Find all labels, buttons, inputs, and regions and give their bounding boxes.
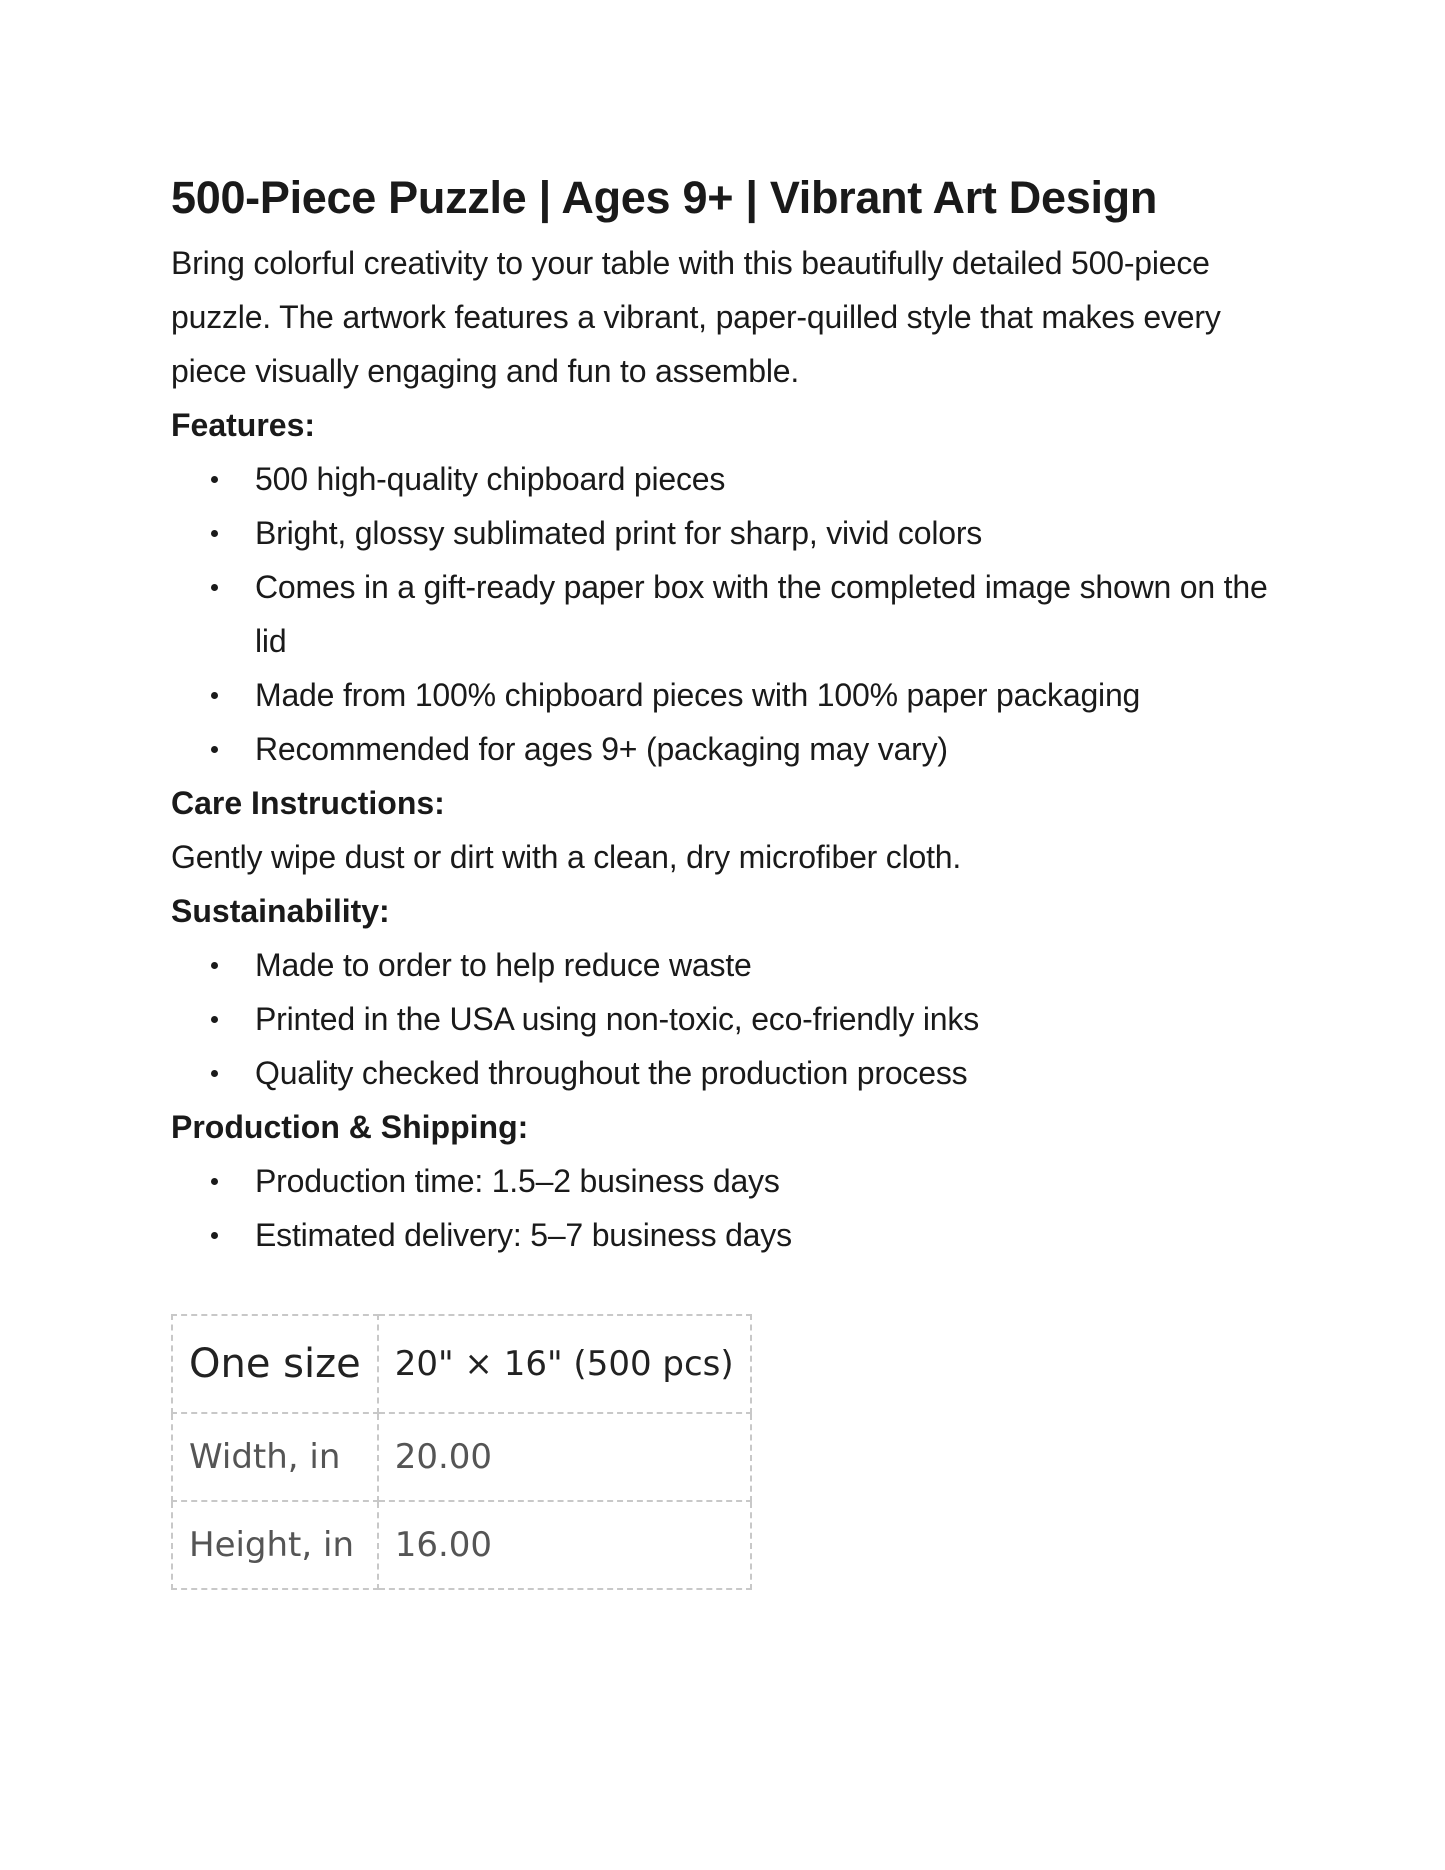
bullet-icon [211,746,218,753]
shipping-heading: Production & Shipping: [171,1109,529,1145]
sustainability-heading: Sustainability: [171,893,390,929]
table-row [172,1501,751,1589]
bullet-icon [211,584,218,591]
width-value-cell: 20.00 [378,1413,751,1501]
product-description [171,170,1301,1262]
list-item: Quality checked throughout the production process [255,1046,1301,1100]
size-value-cell: 20" × 16" (500 pcs) [378,1315,751,1413]
bullet-icon [211,476,218,483]
list-item: Bright, glossy sublimated print for sharp, vivid colors [255,506,1301,560]
table-row [172,1413,751,1501]
sustainability-list [171,938,1301,1100]
size-label-cell: One size [172,1315,378,1413]
care-text: Gently wipe dust or dirt with a clean, dry microfiber cloth. [171,839,962,875]
height-value-cell: 16.00 [378,1501,751,1589]
list-item: Recommended for ages 9+ (packaging may vary) [255,722,1301,776]
height-label-cell: Height, in [172,1501,378,1589]
size-table [171,1314,752,1590]
features-list [171,452,1301,776]
bullet-icon [211,1178,218,1185]
list-item: Estimated delivery: 5–7 business days [255,1208,1301,1262]
care-heading: Care Instructions: [171,785,445,821]
list-item: Made to order to help reduce waste [255,938,1301,992]
width-label-cell: Width, in [172,1413,378,1501]
table-row [172,1315,751,1413]
list-item: Printed in the USA using non-toxic, eco-friendly inks [255,992,1301,1046]
bullet-icon [211,692,218,699]
shipping-list [171,1154,1301,1262]
list-item: Made from 100% chipboard pieces with 100% paper packaging [255,668,1301,722]
page-title: 500-Piece Puzzle | Ages 9+ | Vibrant Art Design [171,172,1158,223]
list-item: Comes in a gift-ready paper box with the completed image shown on the lid [255,560,1301,668]
list-item: 500 high-quality chipboard pieces [255,452,1301,506]
bullet-icon [211,530,218,537]
bullet-icon [211,962,218,969]
bullet-icon [211,1016,218,1023]
bullet-icon [211,1070,218,1077]
features-heading: Features: [171,407,316,443]
intro-paragraph: Bring colorful creativity to your table with this beautifully detailed 500-piece puzzle. The artwork features a vibrant, paper-quilled style that makes every piece visually engaging and fun to assemble. [171,245,1221,389]
bullet-icon [211,1232,218,1239]
list-item: Production time: 1.5–2 business days [255,1154,1301,1208]
